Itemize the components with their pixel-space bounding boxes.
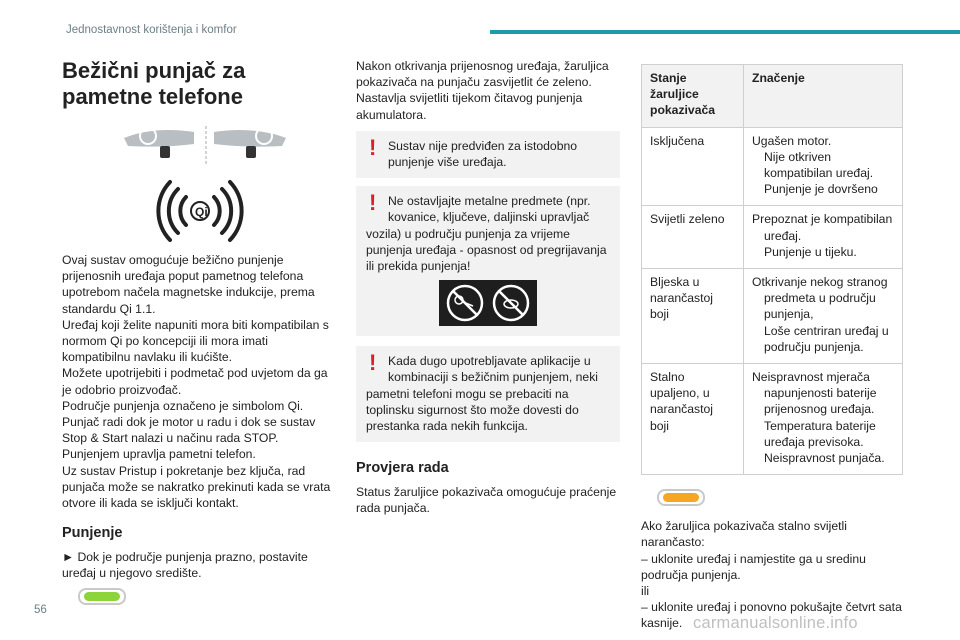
warning-icon: ! xyxy=(369,350,377,376)
intro-line: Uređaj koji želite napuniti mora biti kompatibilan s normom Qi po koncepciji ili mora imati kompatibilnu navlaku ili kućište. xyxy=(62,317,329,365)
qi-wireless-symbol-icon xyxy=(62,176,332,246)
indicator-table xyxy=(641,64,903,475)
meaning-line: Temperatura baterije uređaja previsoka. xyxy=(764,418,876,449)
table-cell-state: Stalno upaljeno, u narančastoj boji xyxy=(642,364,744,475)
warning-icon: ! xyxy=(369,190,377,216)
warning-icon: ! xyxy=(369,134,377,160)
column-2 xyxy=(356,58,620,517)
warning-text: vozila) u području punjenja za vrijeme punjenja uređaja - opasnost od pregrijavanja ili prekida punjenja! xyxy=(366,226,607,274)
meaning-line: Neispravnost mjerača xyxy=(752,370,870,385)
warning-text: Ne ostavljajte metalne predmete (npr. xyxy=(388,194,591,209)
table-cell-meaning xyxy=(744,269,903,364)
watermark: carmanualsonline.info xyxy=(693,614,858,632)
table-header: Značenje xyxy=(744,65,903,128)
warning-box xyxy=(356,131,620,178)
check-text: Status žaruljice pokazivača omogućuje praćenje rada punjača. xyxy=(356,485,617,516)
meaning-line: Ugašen motor. xyxy=(752,133,832,148)
green-indicator-icon xyxy=(78,588,126,605)
page-number: 56 xyxy=(34,604,47,616)
table-cell-state: Isključena xyxy=(642,127,744,206)
intro-line: Područje punjenja označeno je simbolom Qi. xyxy=(62,398,304,413)
intro-line: Punjenjem upravlja pametni telefon. xyxy=(62,447,256,462)
table-row xyxy=(642,269,903,364)
table-row xyxy=(642,206,903,269)
warning-text: kovanice, ključeve, daljinski upravljač xyxy=(388,210,590,225)
table-row xyxy=(642,127,903,206)
intro-text xyxy=(62,252,332,511)
table-cell-meaning xyxy=(744,127,903,206)
intro-line: Možete upotrijebiti i podmetač pod uvjetom da ga je odobrio proizvođač. xyxy=(62,366,328,397)
svg-text:Qi: Qi xyxy=(195,205,208,219)
table-cell-meaning xyxy=(744,364,903,475)
warning-text: Kada dugo upotrebljavate aplikacije u xyxy=(388,354,591,369)
intro-line: Uz sustav Pristup i pokretanje bez ključa, rad punjača može se nakratko prekinuti kada se vrata otvore ili kada se isključi kontakt. xyxy=(62,463,331,511)
meaning-line: Otkrivanje nekog stranog xyxy=(752,275,888,290)
charging-step: ► Dok je područje punjenja prazno, postavite uređaj u njegovo središte. xyxy=(62,550,308,581)
meaning-line: Prepoznat je kompatibilan xyxy=(752,212,893,227)
meaning-line: Nije otkriven kompatibilan uređaj. xyxy=(764,149,874,181)
table-cell-meaning xyxy=(744,206,903,269)
meaning-line: predmeta u području punjenja, xyxy=(764,291,876,322)
intro-line: Punjač radi dok je motor u radu i dok se sustav Stop & Start nalazi u načinu rada STOP. xyxy=(62,415,316,446)
table-cell-state: Bljeska u narančastoj boji xyxy=(642,269,744,364)
table-header: Stanje žaruljice pokazivača xyxy=(642,65,744,128)
led-green-intro: Nakon otkrivanja prijenosnog uređaja, žaruljica pokazivača na punjaču zasvijetlit će zeleno. Nastavlja svijetliti tijekom čitavog punjenja akumulatora. xyxy=(356,59,609,122)
section-header: Jednostavnost korištenja i komfor xyxy=(66,24,237,36)
meaning-line: Loše centriran uređaj u području punjenja. xyxy=(764,323,889,354)
advice-line: – uklonite uređaj i ponovno pokušajte četvrt sata kasnije. xyxy=(641,600,902,631)
advice-line: – uklonite uređaj i namjestite ga u sredinu područja punjenja. xyxy=(641,551,866,582)
meaning-line: Punjenje u tijeku. xyxy=(764,244,857,259)
meaning-line: Punjenje je dovršeno xyxy=(764,182,878,197)
table-header-row xyxy=(642,65,903,128)
meaning-line: napunjenosti baterije prijenosnog uređaja. xyxy=(764,386,877,417)
intro-line: Ovaj sustav omogućuje bežično punjenje prijenosnih uređaja poput pametnog telefona upotrebom načela magnetske indukcije, prema standardu Qi 1.1. xyxy=(62,253,315,316)
advice-line: Ako žaruljica pokazivača stalno svijetli narančasto: xyxy=(641,519,847,550)
warning-text: pametni telefoni mogu se prebaciti na toplinsku sigurnost što može dovesti do prestanka rada nekih funkcija. xyxy=(366,386,579,434)
warning-box xyxy=(356,186,620,336)
warning-box xyxy=(356,346,620,442)
column-3 xyxy=(641,64,903,632)
warning-text: Sustav nije predviđen za istodobno punjenje više uređaja. xyxy=(388,138,578,170)
dashboard-charger-location-icon xyxy=(62,122,332,170)
header-accent-bar xyxy=(490,30,960,34)
orange-indicator-icon xyxy=(657,489,705,506)
no-metal-objects-icon xyxy=(439,280,537,326)
warning-text: kombinaciji s bežičnim punjenjem, neki xyxy=(388,370,598,385)
column-1 xyxy=(62,58,332,605)
meaning-line: uređaj. xyxy=(764,228,802,243)
advice-line: ili xyxy=(641,584,650,599)
table-cell-state: Svijetli zeleno xyxy=(642,206,744,269)
meaning-line: Neispravnost punjača. xyxy=(764,451,885,466)
table-row xyxy=(642,364,903,475)
charging-heading: Punjenje xyxy=(62,525,123,542)
page-title: Bežični punjač za pametne telefone xyxy=(62,58,246,109)
check-heading: Provjera rada xyxy=(356,460,449,477)
